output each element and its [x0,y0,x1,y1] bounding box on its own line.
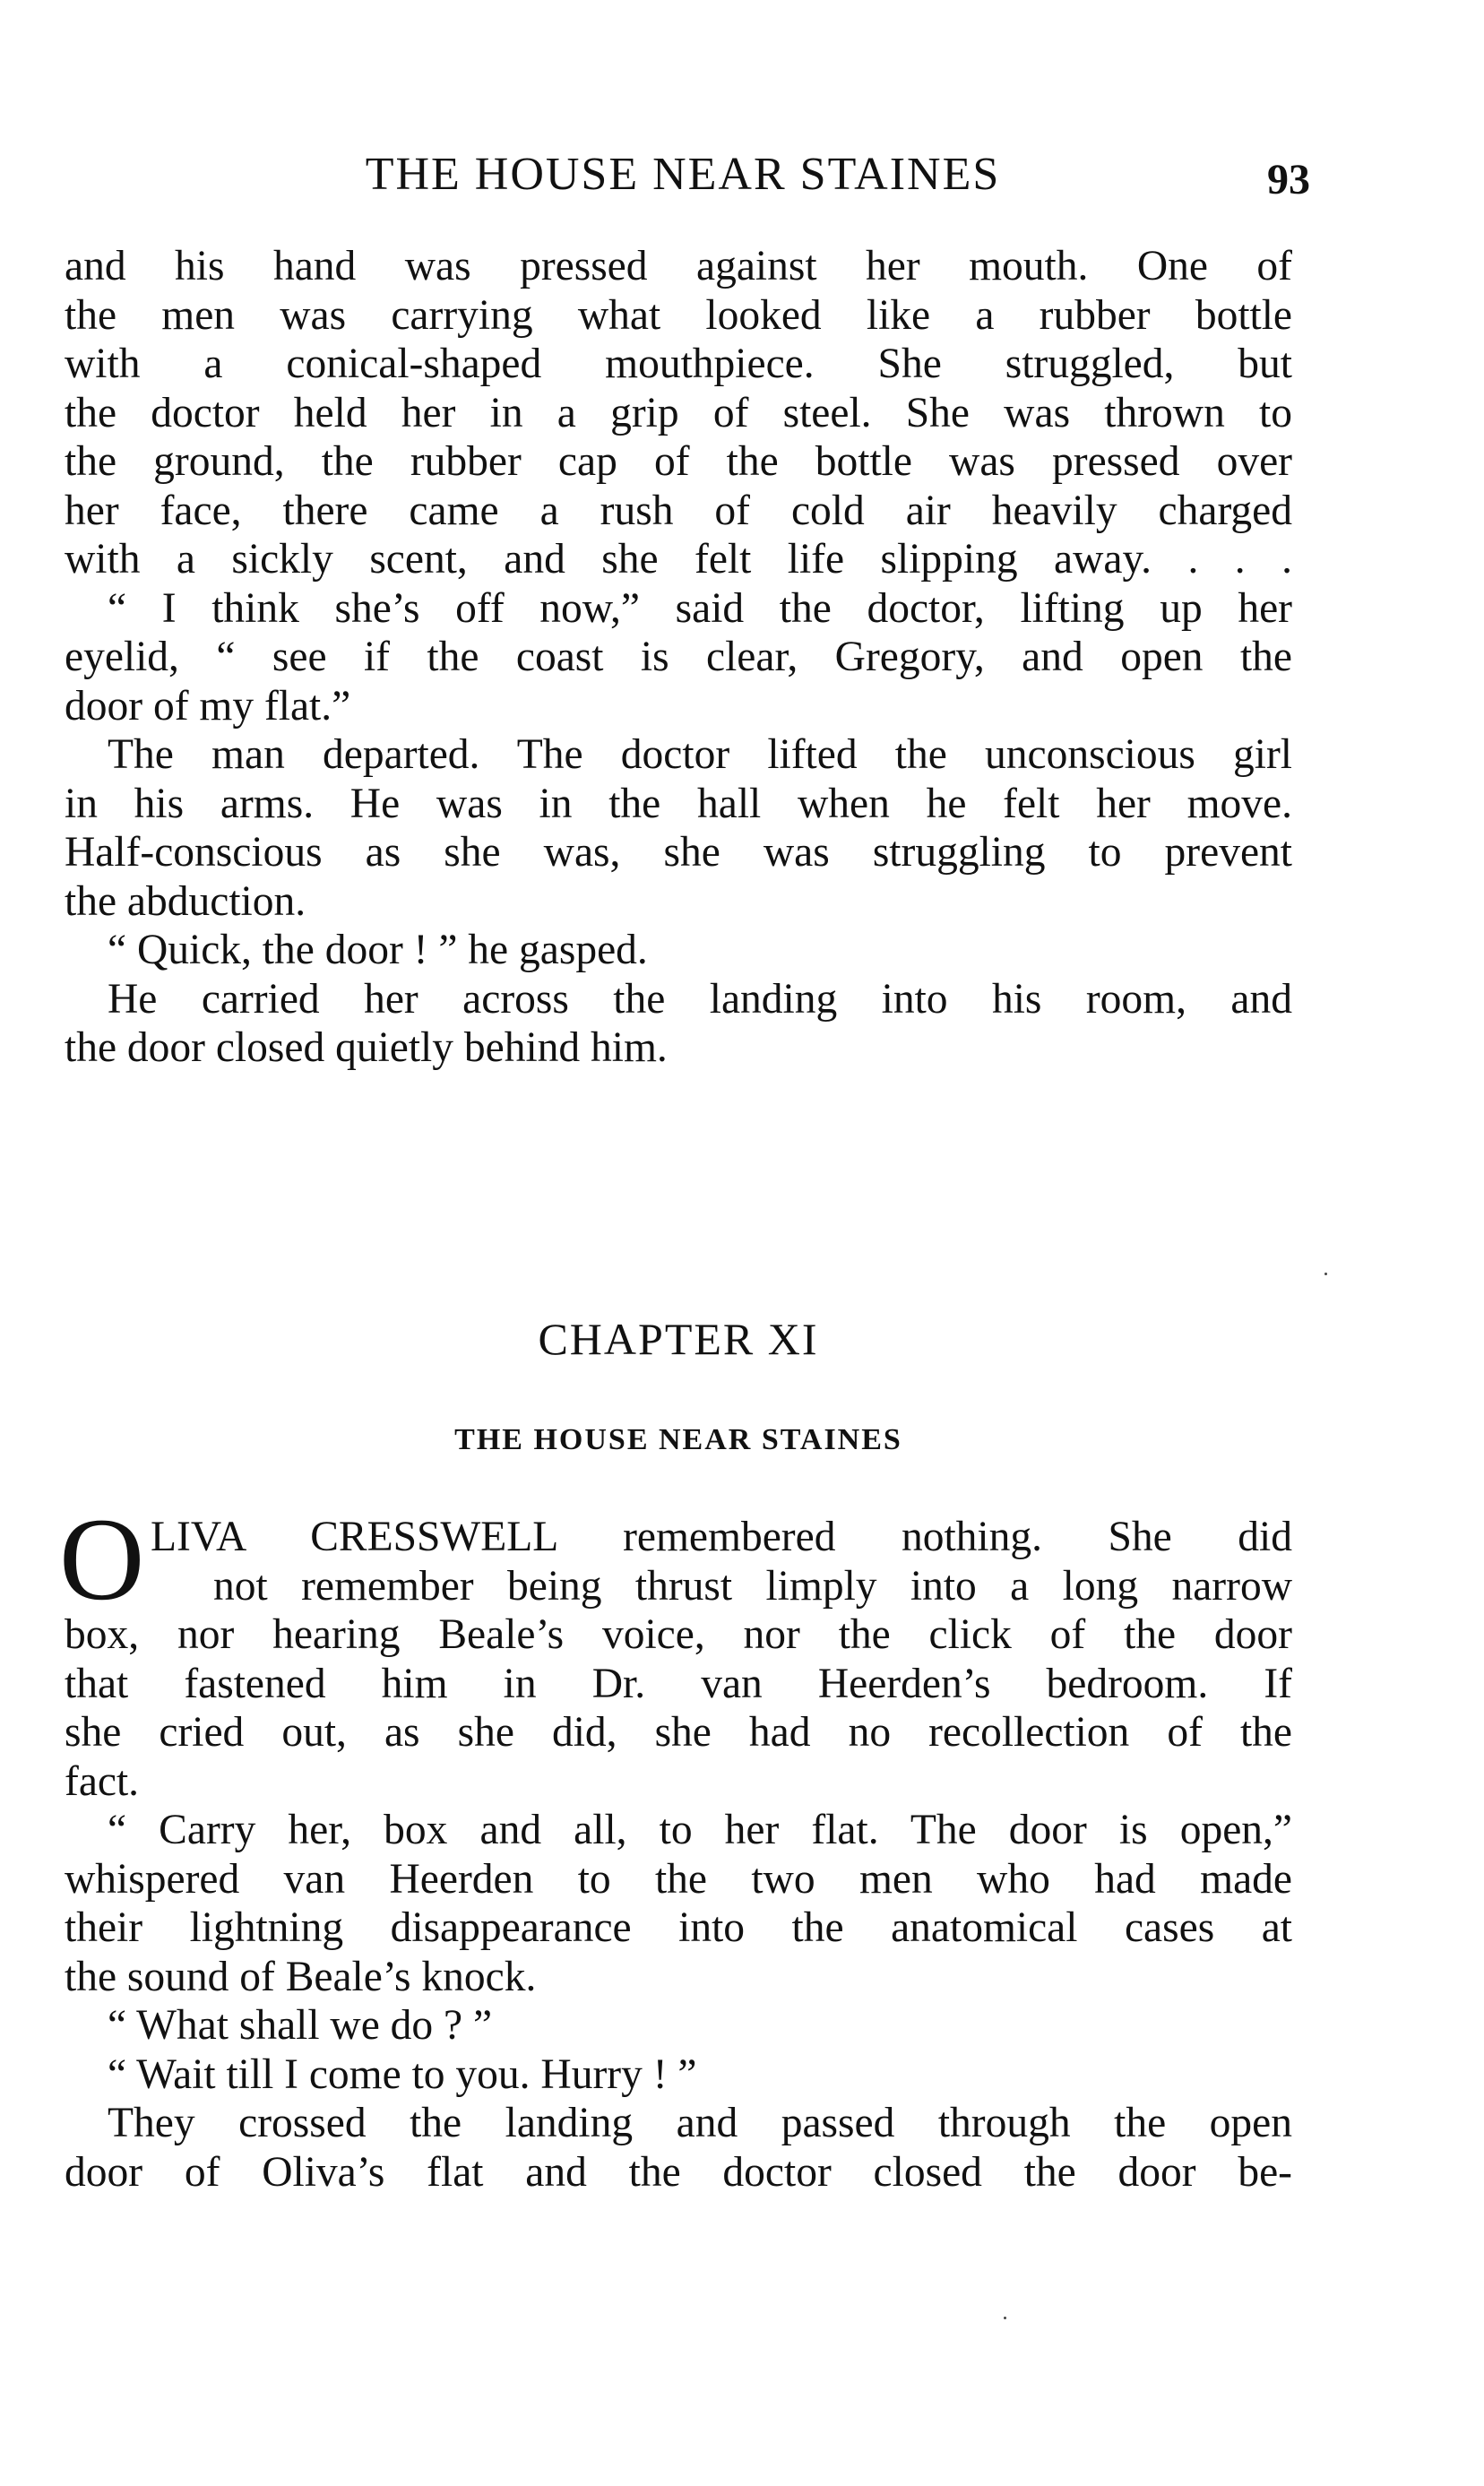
paper-speck [1324,1273,1327,1275]
drop-cap: O [59,1493,145,1625]
paper-speck [1004,2317,1006,2319]
text-line: not remember being thrust limply into a long narrow [213,1562,1292,1610]
text-line: “ What shall we do ? ” [108,2002,493,2049]
text-line: in his arms. He was in the hall when he felt her move. [65,780,1292,827]
chapter-text [65,1513,1292,2197]
running-title: THE HOUSE NEAR STAINES [365,149,1001,200]
text-line: “ Carry her, box and all, to her flat. The door is open,” [108,1807,1292,1853]
text-line: that fastened him in Dr. van Heerden’s bedroom. If [65,1660,1292,1707]
text-line: LIVA CRESSWELL remembered nothing. She did [151,1514,1292,1560]
chapter-subtitle: THE HOUSE NEAR STAINES [454,1423,902,1456]
text-line: the ground, the rubber cap of the bottle was pressed over [65,438,1292,485]
text-line: whispered van Heerden to the two men who had made [65,1855,1292,1903]
text-line: door of my flat.” [65,682,351,729]
text-line: fact. [65,1757,140,1805]
chapter-heading: CHAPTER XI [538,1314,819,1364]
text-line: The man departed. The doctor lifted the unconscious girl [108,731,1292,778]
running-head [65,143,1310,206]
text-line: the doctor held her in a grip of steel. She was thrown to [65,389,1292,436]
text-line: They crossed the landing and passed through the open [108,2100,1292,2146]
page-number: 93 [1267,156,1310,203]
text-line: “ I think she’s off now,” said the doctor, lifting up her [108,584,1292,632]
text-line: door of Oliva’s flat and the doctor closed the door be- [65,2148,1292,2196]
text-line: the abduction. [65,877,306,925]
text-line: with a conical-shaped mouthpiece. She struggled, but [65,341,1292,387]
text-line: Half-conscious as she was, she was struggling to prevent [65,829,1292,876]
text-line: and his hand was pressed against her mouth. One of [65,243,1292,289]
section-1-text [65,242,1292,1073]
text-line: the sound of Beale’s knock. [65,1953,537,2000]
text-line: “ Quick, the door ! ” he gasped. [108,927,648,973]
text-line: eyelid, “ see if the coast is clear, Gregory, and open the [65,634,1292,680]
text-line: the door closed quietly behind him. [65,1024,668,1071]
text-line: the men was carrying what looked like a rubber bottle [65,291,1292,339]
text-line: with a sickly scent, and she felt life slipping away. . . . [65,536,1292,583]
text-line: she cried out, as she did, she had no recollection of the [65,1709,1292,1756]
text-line: her face, there came a rush of cold air heavily charged [65,487,1292,534]
text-line: box, nor hearing Beale’s voice, nor the click of the door [65,1611,1292,1658]
text-line: their lightning disappearance into the anatomical cases at [65,1904,1292,1951]
text-line: He carried her across the landing into his room, and [108,975,1292,1023]
text-line: “ Wait till I come to you. Hurry ! ” [108,2050,697,2098]
